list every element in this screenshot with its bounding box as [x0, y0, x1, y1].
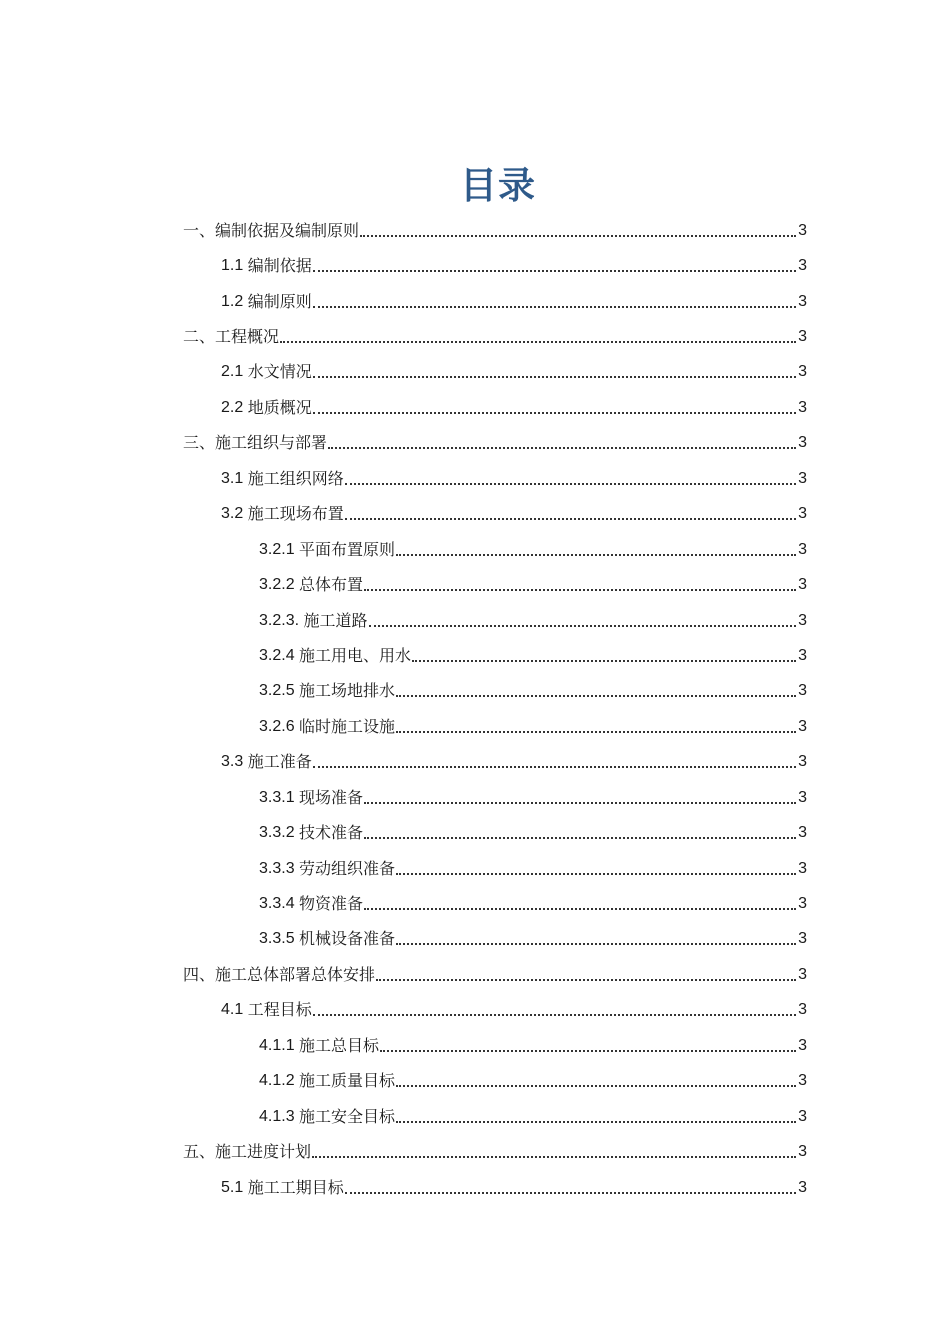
- dot-leader: [396, 540, 796, 556]
- toc-entry-number: 3.3.1: [259, 788, 300, 806]
- toc-entry-number: 4.1.3: [259, 1107, 300, 1125]
- dot-leader: [380, 1036, 796, 1052]
- toc-entry-label: 施工场地排水: [299, 681, 396, 701]
- toc-entry[interactable]: [0, 957, 950, 992]
- dot-leader: [396, 929, 796, 945]
- toc-title: 目录: [460, 164, 536, 207]
- toc-entry-page-number: 3: [798, 611, 807, 629]
- dot-leader: [396, 1107, 796, 1123]
- toc-entry-label: 四、施工总体部署总体安排: [183, 964, 376, 984]
- toc-entry-label: 施工总目标: [299, 1035, 380, 1055]
- toc-entry[interactable]: [0, 319, 950, 354]
- toc-entry-number: 3.2: [221, 505, 248, 523]
- toc-entry[interactable]: [0, 745, 950, 780]
- toc-entry-page-number: 3: [798, 221, 807, 239]
- toc-entry-label: 机械设备准备: [299, 929, 396, 949]
- toc-entry-page-number: 3: [798, 930, 807, 948]
- toc-entry-label: 二、工程概况: [183, 327, 280, 347]
- toc-entry-label: 总体布置: [299, 575, 364, 595]
- toc-entry[interactable]: [0, 426, 950, 461]
- dot-leader: [313, 398, 796, 414]
- dot-leader: [396, 859, 796, 875]
- dot-leader: [328, 433, 796, 449]
- toc-entry-page-number: 3: [798, 1178, 807, 1196]
- toc-entry-page-number: 3: [798, 965, 807, 983]
- toc-entry-page-number: 3: [798, 824, 807, 842]
- toc-entry-page-number: 3: [798, 540, 807, 558]
- dot-leader: [280, 327, 796, 343]
- dot-leader: [364, 894, 796, 910]
- toc-entry-number: 3.2.1: [259, 540, 300, 558]
- dot-leader: [313, 292, 796, 308]
- toc-entry-label: 物资准备: [299, 894, 364, 914]
- toc-entry-label: 工程目标: [247, 1000, 312, 1020]
- toc-entry-label: 临时施工设施: [299, 716, 396, 736]
- toc-entry[interactable]: [0, 1134, 950, 1169]
- toc-entry-label: 施工现场布置: [247, 504, 344, 524]
- dot-leader: [364, 575, 796, 591]
- toc-entry-number: 3.3.2: [259, 824, 300, 842]
- toc-entry-label: 施工工期目标: [247, 1177, 344, 1197]
- toc-entry-number: 4.1.1: [259, 1036, 300, 1054]
- toc-entry-page-number: 3: [798, 1072, 807, 1090]
- toc-entry-number: 1.2: [221, 292, 248, 310]
- toc-entry-number: 3.1: [221, 469, 248, 487]
- toc-entry[interactable]: [0, 248, 950, 283]
- dot-leader: [364, 823, 796, 839]
- toc-entry[interactable]: [0, 390, 950, 425]
- toc-entry-number: 1.1: [221, 257, 248, 275]
- dot-leader: [360, 221, 796, 237]
- toc-entry-page-number: 3: [798, 505, 807, 523]
- toc-entry-number: 4.1.2: [259, 1072, 300, 1090]
- toc-entry-page-number: 3: [798, 788, 807, 806]
- toc-entry-page-number: 3: [798, 1143, 807, 1161]
- toc-entry-page-number: 3: [798, 646, 807, 664]
- toc-entry-page-number: 3: [798, 363, 807, 381]
- toc-entry-label: 施工用电、用水: [299, 645, 412, 665]
- toc-entry[interactable]: [0, 1170, 950, 1205]
- toc-entry[interactable]: [0, 284, 950, 319]
- toc-entry-number: 3.2.4: [259, 646, 300, 664]
- toc-entry-number: 3.2.5: [259, 682, 300, 700]
- toc-entry-label: 五、施工进度计划: [183, 1142, 312, 1162]
- toc-entry[interactable]: [0, 674, 950, 709]
- toc-entry[interactable]: [0, 780, 950, 815]
- dot-leader: [412, 646, 796, 662]
- dot-leader: [313, 1000, 796, 1016]
- toc-entry-page-number: 3: [798, 753, 807, 771]
- toc-entry[interactable]: [0, 532, 950, 567]
- toc-entry-page-number: 3: [798, 682, 807, 700]
- toc-entry-number: 4.1: [221, 1001, 248, 1019]
- toc-entry[interactable]: [0, 993, 950, 1028]
- toc-entry[interactable]: [0, 567, 950, 602]
- dot-leader: [345, 504, 796, 520]
- toc-entry-label: 技术准备: [299, 823, 364, 843]
- toc-entry[interactable]: [0, 461, 950, 496]
- toc-entry-page-number: 3: [798, 1107, 807, 1125]
- toc-entry[interactable]: [0, 1099, 950, 1134]
- toc-entry[interactable]: [0, 638, 950, 673]
- dot-leader: [396, 681, 796, 697]
- dot-leader: [396, 1071, 796, 1087]
- toc-entry-label: 一、编制依据及编制原则: [183, 220, 360, 240]
- toc-entry-page-number: 3: [798, 469, 807, 487]
- toc-entry-number: 3.3.4: [259, 895, 300, 913]
- toc-entry-number: 5.1: [221, 1178, 248, 1196]
- toc-entry-number: 2.1: [221, 363, 248, 381]
- dot-leader: [369, 611, 797, 627]
- toc-entry[interactable]: [0, 815, 950, 850]
- toc-entry[interactable]: [0, 1028, 950, 1063]
- toc-entry-page-number: 3: [798, 398, 807, 416]
- toc-entry-page-number: 3: [798, 328, 807, 346]
- dot-leader: [364, 788, 796, 804]
- toc-entry-label: 施工道路: [303, 610, 368, 630]
- toc-entry-label: 施工质量目标: [299, 1071, 396, 1091]
- toc-list: [0, 213, 950, 1205]
- toc-entry-number: 3.2.3.: [259, 611, 304, 629]
- toc-entry-label: 编制原则: [247, 291, 312, 311]
- toc-entry-number: 3.3: [221, 753, 248, 771]
- toc-entry-page-number: 3: [798, 895, 807, 913]
- toc-entry-page-number: 3: [798, 434, 807, 452]
- dot-leader: [345, 1178, 796, 1194]
- dot-leader: [313, 256, 796, 272]
- dot-leader: [345, 469, 796, 485]
- toc-entry-page-number: 3: [798, 1036, 807, 1054]
- toc-entry-number: 3.3.3: [259, 859, 300, 877]
- toc-entry[interactable]: [0, 355, 950, 390]
- toc-entry-number: 3.2.2: [259, 576, 300, 594]
- toc-entry-page-number: 3: [798, 859, 807, 877]
- toc-entry-label: 施工组织网络: [247, 468, 344, 488]
- toc-entry-label: 施工准备: [247, 752, 312, 772]
- toc-entry[interactable]: [0, 851, 950, 886]
- toc-entry[interactable]: [0, 603, 950, 638]
- toc-entry-label: 劳动组织准备: [299, 858, 396, 878]
- dot-leader: [396, 717, 796, 733]
- dot-leader: [312, 1142, 796, 1158]
- toc-entry[interactable]: [0, 1064, 950, 1099]
- toc-entry-label: 水文情况: [247, 362, 312, 382]
- toc-entry-label: 现场准备: [299, 787, 364, 807]
- toc-entry[interactable]: [0, 709, 950, 744]
- toc-entry[interactable]: [0, 497, 950, 532]
- dot-leader: [313, 752, 796, 768]
- dot-leader: [376, 965, 796, 981]
- toc-entry-label: 编制依据: [247, 256, 312, 276]
- toc-entry[interactable]: [0, 886, 950, 921]
- dot-leader: [313, 362, 796, 378]
- toc-entry-label: 三、施工组织与部署: [183, 433, 328, 453]
- toc-entry-page-number: 3: [798, 257, 807, 275]
- toc-entry-page-number: 3: [798, 576, 807, 594]
- toc-entry-number: 2.2: [221, 398, 248, 416]
- toc-entry[interactable]: [0, 213, 950, 248]
- toc-entry-label: 平面布置原则: [299, 539, 396, 559]
- toc-entry-label: 施工安全目标: [299, 1106, 396, 1126]
- toc-entry-label: 地质概况: [247, 397, 312, 417]
- toc-entry-page-number: 3: [798, 292, 807, 310]
- toc-entry-page-number: 3: [798, 1001, 807, 1019]
- toc-entry-number: 3.2.6: [259, 717, 300, 735]
- toc-entry[interactable]: [0, 922, 950, 957]
- toc-entry-page-number: 3: [798, 717, 807, 735]
- toc-entry-number: 3.3.5: [259, 930, 300, 948]
